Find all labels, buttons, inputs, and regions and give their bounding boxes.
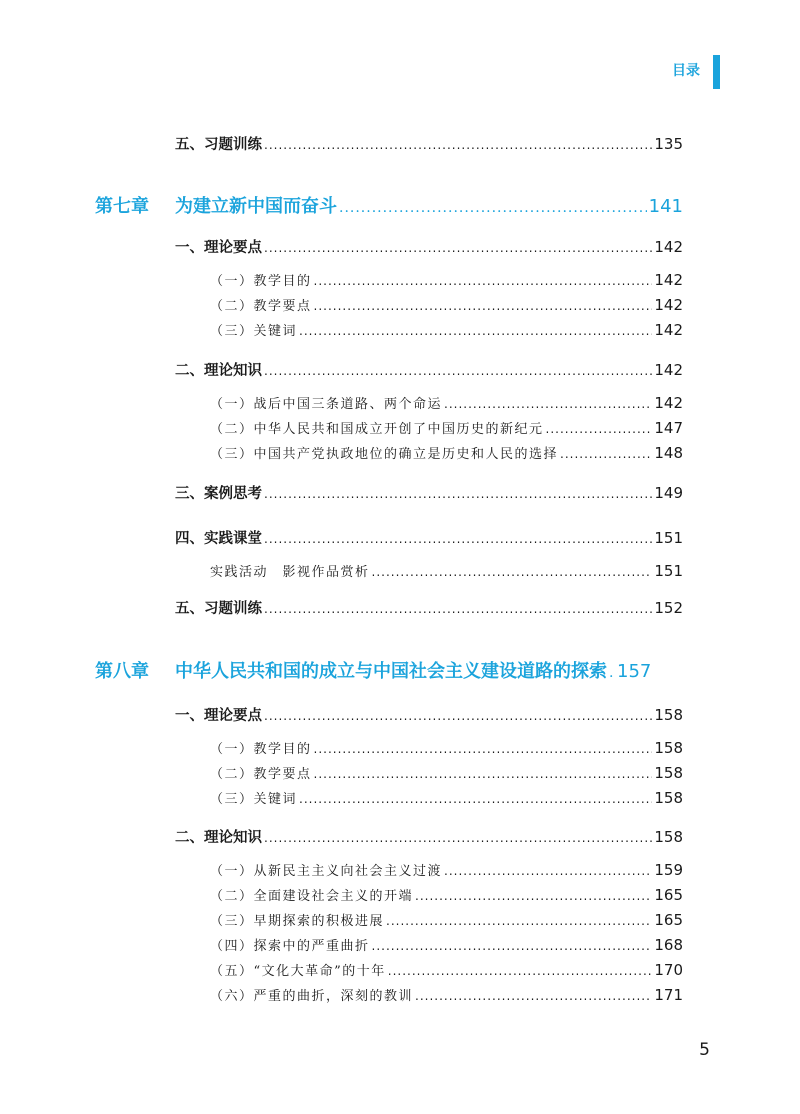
toc-section[interactable] (175, 133, 683, 154)
toc-page: 151 (654, 562, 683, 580)
toc-page: 168 (654, 936, 683, 954)
toc-subsection[interactable] (210, 561, 683, 580)
toc-label: （三）中国共产党执政地位的确立是历史和人民的选择 (210, 447, 559, 462)
toc-label: 二、理论知识 (175, 830, 262, 846)
toc-page: 158 (654, 706, 683, 724)
chapter-heading (95, 657, 607, 683)
leader-dots (314, 274, 653, 288)
leader-dots (264, 532, 652, 546)
toc-label: （二）教学要点 (210, 767, 312, 782)
toc-subsection[interactable] (210, 788, 683, 807)
leader-dots (609, 665, 615, 681)
leader-dots (339, 200, 647, 216)
toc-section[interactable] (175, 597, 683, 618)
toc-label: （六）严重的曲折，深刻的教训 (210, 989, 414, 1004)
toc-page: 170 (654, 961, 683, 979)
toc-subsection[interactable] (210, 270, 683, 289)
toc-subsection[interactable] (210, 393, 683, 412)
toc-label: （一）教学目的 (210, 274, 312, 289)
toc-subsection[interactable] (210, 860, 683, 879)
toc-label: 实践活动 影视作品赏析 (210, 565, 370, 580)
toc-label: （二）中华人民共和国成立开创了中国历史的新纪元 (210, 422, 544, 437)
toc-label: （四）探索中的严重曲折 (210, 939, 370, 954)
toc-page: 142 (654, 394, 683, 412)
toc-subsection[interactable] (210, 320, 683, 339)
toc-page: 147 (654, 419, 683, 437)
toc-chapter-8[interactable] (95, 657, 683, 683)
chapter-title: 中华人民共和国的成立与中国社会主义建设道路的探索 (175, 661, 607, 682)
toc-subsection[interactable] (210, 295, 683, 314)
toc-page: 158 (654, 789, 683, 807)
leader-dots (372, 565, 653, 579)
toc-page: 142 (654, 296, 683, 314)
leader-dots (299, 792, 652, 806)
leader-dots (299, 324, 652, 338)
toc-label: （三）关键词 (210, 324, 298, 339)
leader-dots (314, 767, 653, 781)
toc-subsection[interactable] (210, 738, 683, 757)
toc-page: 171 (654, 986, 683, 1004)
toc-subsection[interactable] (210, 985, 683, 1004)
leader-dots (264, 138, 652, 152)
toc-page: 165 (654, 911, 683, 929)
toc-label: （三）关键词 (210, 792, 298, 807)
toc-label: 一、理论要点 (175, 240, 262, 256)
toc-subsection[interactable] (210, 443, 683, 462)
toc-page: 142 (654, 238, 683, 256)
toc-page: 151 (654, 529, 683, 547)
toc-label: （二）全面建设社会主义的开端 (210, 889, 414, 904)
toc-page: 142 (654, 361, 683, 379)
header-label: 目录 (672, 63, 700, 79)
toc-subsection[interactable] (210, 935, 683, 954)
leader-dots (264, 709, 652, 723)
toc-label: 三、案例思考 (175, 486, 262, 502)
toc-label: 一、理论要点 (175, 708, 262, 724)
leader-dots (415, 989, 652, 1003)
toc-section[interactable] (175, 482, 683, 503)
toc-label: （五）“文化大革命”的十年 (210, 964, 386, 979)
leader-dots (415, 889, 652, 903)
toc-page: 149 (654, 484, 683, 502)
toc-label: （一）教学目的 (210, 742, 312, 757)
leader-dots (314, 742, 653, 756)
toc-label: （一）从新民主主义向社会主义过渡 (210, 864, 443, 879)
leader-dots (444, 864, 652, 878)
toc-page: 142 (654, 271, 683, 289)
leader-dots (264, 364, 652, 378)
header-accent-bar (713, 55, 720, 89)
leader-dots (388, 964, 653, 978)
toc-section[interactable] (175, 704, 683, 725)
leader-dots (444, 397, 652, 411)
leader-dots (560, 447, 652, 461)
toc-page: 158 (654, 764, 683, 782)
leader-dots (314, 299, 653, 313)
toc-page: 165 (654, 886, 683, 904)
toc-label: （三）早期探索的积极进展 (210, 914, 385, 929)
toc-subsection[interactable] (210, 885, 683, 904)
chapter-number: 第八章 (95, 661, 149, 682)
leader-dots (264, 241, 652, 255)
toc-page: 142 (654, 321, 683, 339)
toc-subsection[interactable] (210, 960, 683, 979)
leader-dots (264, 602, 652, 616)
toc-section[interactable] (175, 359, 683, 380)
toc-page: 135 (654, 135, 683, 153)
toc-label: 二、理论知识 (175, 363, 262, 379)
toc-page: 152 (654, 599, 683, 617)
chapter-heading (95, 192, 337, 218)
toc-page: 158 (654, 739, 683, 757)
toc-chapter-7[interactable] (95, 192, 683, 218)
toc-label: 五、习题训练 (175, 137, 262, 153)
leader-dots (264, 831, 652, 845)
toc-subsection[interactable] (210, 910, 683, 929)
toc-page: 148 (654, 444, 683, 462)
toc-label: （一）战后中国三条道路、两个命运 (210, 397, 443, 412)
toc-subsection[interactable] (210, 418, 683, 437)
toc-page: 157 (617, 661, 652, 682)
chapter-title: 为建立新中国而奋斗 (175, 196, 337, 217)
leader-dots (386, 914, 652, 928)
leader-dots (372, 939, 653, 953)
toc-subsection[interactable] (210, 763, 683, 782)
chapter-number: 第七章 (95, 196, 149, 217)
toc-page: 158 (654, 828, 683, 846)
toc-label: （二）教学要点 (210, 299, 312, 314)
leader-dots (264, 487, 652, 501)
toc-label: 五、习题训练 (175, 601, 262, 617)
toc-label: 四、实践课堂 (175, 531, 262, 547)
toc-section[interactable] (175, 826, 683, 847)
toc-section[interactable] (175, 236, 683, 257)
page-number: 5 (699, 1040, 710, 1060)
toc-page: 159 (654, 861, 683, 879)
toc-section[interactable] (175, 527, 683, 548)
toc-page: 141 (648, 196, 683, 217)
leader-dots (546, 422, 653, 436)
